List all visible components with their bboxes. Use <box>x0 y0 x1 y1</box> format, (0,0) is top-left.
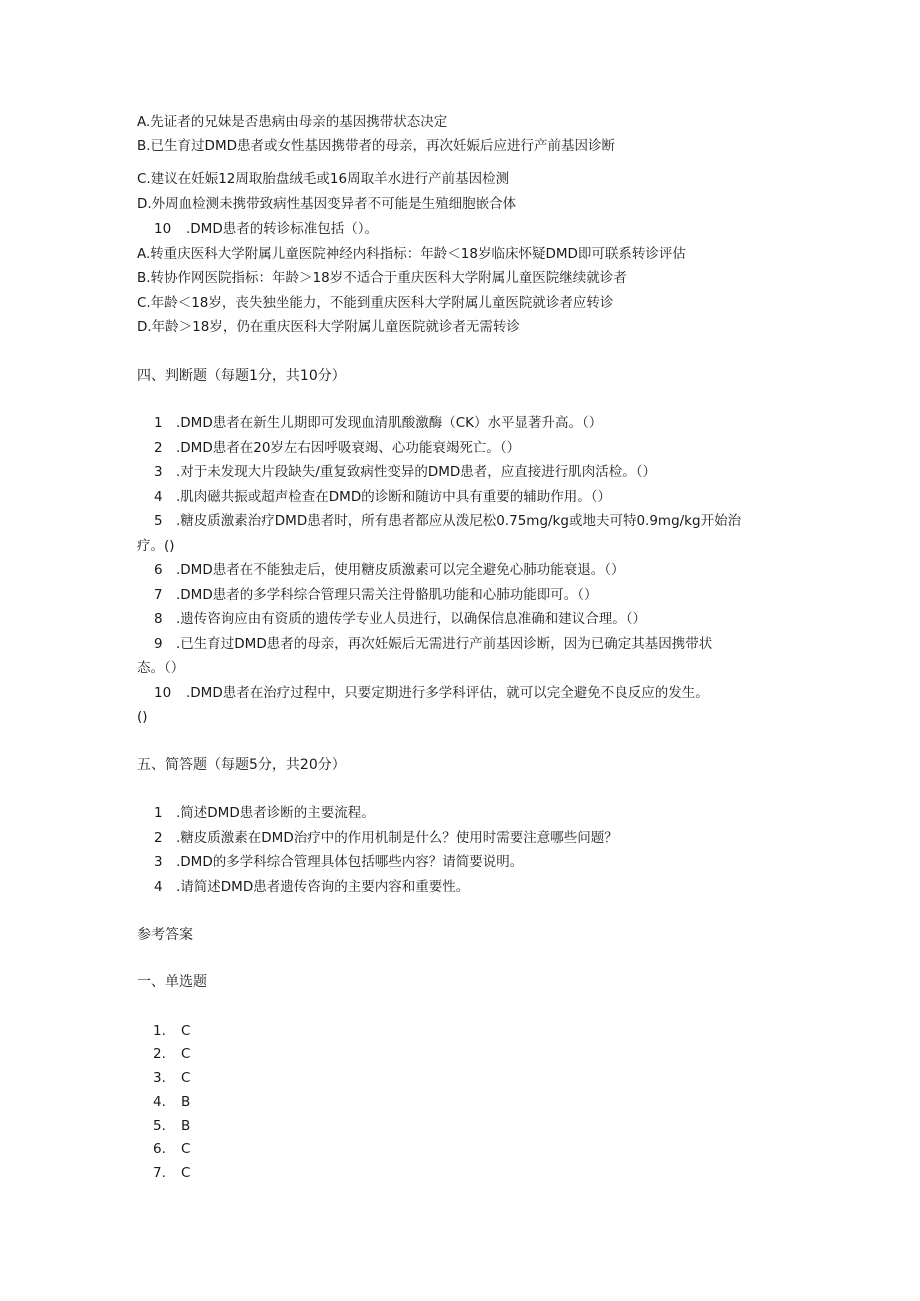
item-continuation: 疗。() <box>137 538 175 554</box>
item-number: 3 <box>154 464 163 480</box>
item-text: .DMD患者在不能独走后，使用糖皮质激素可以完全避免心肺功能衰退。（） <box>176 562 625 578</box>
option-line: B.已生育过DMD患者或女性基因携带者的母亲，再次妊娠后应进行产前基因诊断 <box>137 138 615 154</box>
item-number: 4 <box>154 879 163 895</box>
section-heading: 四、判断题（每题1分，共10分） <box>137 368 346 384</box>
item-text: .DMD患者在20岁左右因呼吸衰竭、心功能衰竭死亡。（） <box>176 440 521 456</box>
short-answer-item <box>154 828 618 848</box>
item-number: 2 <box>154 830 163 846</box>
judge-item <box>154 609 646 629</box>
answer-item <box>153 1044 190 1064</box>
judge-item <box>154 413 602 433</box>
item-number: 2 <box>154 440 163 456</box>
answer-number: 7. <box>153 1165 166 1181</box>
answer-value: C <box>181 1023 191 1039</box>
answer-item <box>153 1139 190 1159</box>
question-10 <box>154 219 378 239</box>
answers-title: 参考答案 <box>137 927 193 943</box>
item-text: .糖皮质激素在DMD治疗中的作用机制是什么？使用时需要注意哪些问题？ <box>176 830 618 846</box>
item-number: 8 <box>154 611 163 627</box>
answer-item <box>153 1068 190 1088</box>
section-heading: 五、简答题（每题5分，共20分） <box>137 757 346 773</box>
answer-item <box>153 1163 190 1183</box>
item-text: .DMD患者在新生儿期即可发现血清肌酸激酶（CK）水平显著升高。（） <box>176 415 603 431</box>
item-number: 6 <box>154 562 163 578</box>
judge-item <box>154 585 597 605</box>
answer-number: 2. <box>153 1046 166 1062</box>
answer-value: C <box>181 1070 191 1086</box>
answers-subtitle: 一、单选题 <box>137 974 207 990</box>
item-number: 3 <box>154 854 163 870</box>
item-text: .DMD患者在治疗过程中，只要定期进行多学科评估，就可以完全避免不良反应的发生。 <box>186 685 709 701</box>
item-text: .DMD患者的多学科综合管理只需关注骨骼肌功能和心肺功能即可。（） <box>176 587 598 603</box>
answer-item <box>153 1092 190 1112</box>
item-continuation: 态。（） <box>137 660 185 676</box>
item-number: 7 <box>154 587 163 603</box>
answer-value: B <box>181 1094 191 1110</box>
judge-item <box>154 487 611 507</box>
option-line: B.转协作网医院指标：年龄＞18岁不适合于重庆医科大学附属儿童医院继续就诊者 <box>137 270 627 286</box>
item-text: .DMD的多学科综合管理具体包括哪些内容？请简要说明。 <box>176 854 524 870</box>
option-line: C.年龄＜18岁，丧失独坐能力，不能到重庆医科大学附属儿童医院就诊者应转诊 <box>137 295 614 311</box>
answer-item <box>153 1116 190 1136</box>
answer-item <box>153 1021 190 1041</box>
item-number: 1 <box>154 415 163 431</box>
answer-value: C <box>181 1165 191 1181</box>
item-number: 9 <box>154 636 163 652</box>
short-answer-item <box>154 877 469 897</box>
judge-item <box>154 511 741 531</box>
option-line: D.外周血检测未携带致病性基因变异者不可能是生殖细胞嵌合体 <box>137 196 517 212</box>
answer-value: C <box>181 1141 191 1157</box>
item-number: 4 <box>154 489 163 505</box>
answer-number: 6. <box>153 1141 166 1157</box>
short-answer-item <box>154 803 375 823</box>
short-answer-item <box>154 852 523 872</box>
item-text: .请简述DMD患者遗传咨询的主要内容和重要性。 <box>176 879 470 895</box>
item-text: .肌肉磁共振或超声检查在DMD的诊断和随访中具有重要的辅助作用。（） <box>176 489 611 505</box>
item-text: .糖皮质激素治疗DMD患者时，所有患者都应从泼尼松0.75mg/kg或地夫可特0.9mg/kg开始治 <box>176 513 742 529</box>
item-number: 10 <box>154 685 172 701</box>
judge-item <box>154 560 624 580</box>
question-stem: .DMD患者的转诊标准包括（）。 <box>186 221 378 237</box>
answer-value: C <box>181 1046 191 1062</box>
answer-number: 3. <box>153 1070 166 1086</box>
option-line: C.建议在妊娠12周取胎盘绒毛或16周取羊水进行产前基因检测 <box>137 171 510 187</box>
option-line: A.转重庆医科大学附属儿童医院神经内科指标：年龄＜18岁临床怀疑DMD即可联系转诊评估 <box>137 246 686 262</box>
item-text: .简述DMD患者诊断的主要流程。 <box>176 805 375 821</box>
judge-item <box>154 634 712 654</box>
option-line: D.年龄＞18岁，仍在重庆医科大学附属儿童医院就诊者无需转诊 <box>137 319 520 335</box>
answer-number: 5. <box>153 1118 166 1134</box>
item-text: .对于未发现大片段缺失/重复致病性变异的DMD患者，应直接进行肌肉活检。（） <box>176 464 657 480</box>
item-number: 5 <box>154 513 163 529</box>
answer-number: 4. <box>153 1094 166 1110</box>
item-text: .已生育过DMD患者的母亲，再次妊娠后无需进行产前基因诊断，因为已确定其基因携带状 <box>176 636 713 652</box>
option-line: A.先证者的兄妹是否患病由母亲的基因携带状态决定 <box>137 114 448 130</box>
question-number: 10 <box>154 221 172 237</box>
item-text: .遗传咨询应由有资质的遗传学专业人员进行，以确保信息准确和建议合理。（） <box>176 611 647 627</box>
item-continuation: () <box>137 709 148 725</box>
judge-item <box>154 438 520 458</box>
answer-value: B <box>181 1118 191 1134</box>
answer-number: 1. <box>153 1023 166 1039</box>
judge-item <box>154 683 709 703</box>
item-number: 1 <box>154 805 163 821</box>
judge-item <box>154 462 656 482</box>
